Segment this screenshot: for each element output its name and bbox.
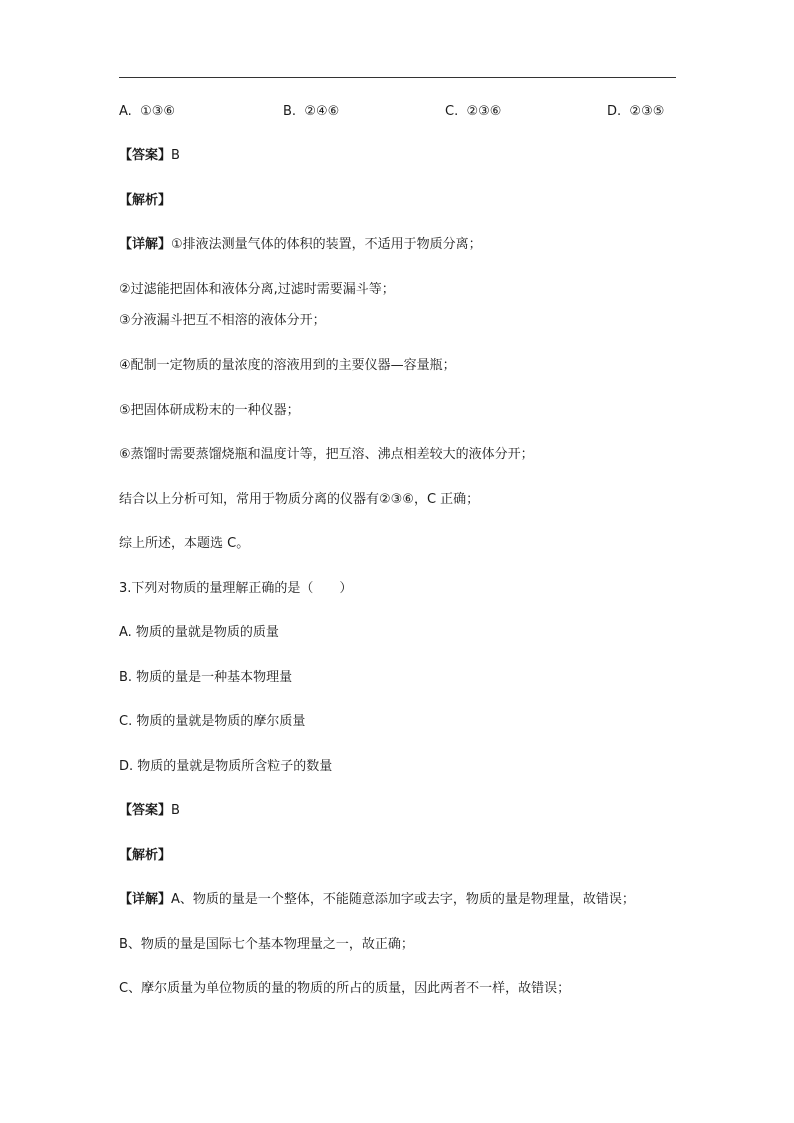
option-text: ②④⑥ [304,104,340,119]
q3-answer [119,802,180,820]
option-a [119,103,175,121]
q3-option-c: C. 物质的量就是物质的摩尔质量 [119,714,306,729]
q2-summary: 综上所述，本题选 C。 [119,536,250,551]
option-d [607,103,664,121]
q3-analysis-tag: 【解析】 [119,848,172,863]
q3-option-a: A. 物质的量就是物质的质量 [119,625,279,640]
q2-answer [119,147,180,165]
q2-detail-4: ④配制一定物质的量浓度的溶液用到的主要仪器—容量瓶； [119,358,456,373]
detail-text: A、物质的量是一个整体，不能随意添加字或去字，物质的量是物理量，故错误； [171,892,635,907]
option-text: ①③⑥ [140,104,176,119]
q3-option-b: B. 物质的量是一种基本物理量 [119,670,293,685]
option-text: ②③⑥ [466,104,502,119]
q3-stem: 3.下列对物质的量理解正确的是（ ） [119,581,353,596]
q2-detail-2: ②过滤能把固体和液体分离,过滤时需要漏斗等； [119,282,395,297]
answer-value: B [171,148,180,163]
option-c [445,103,501,121]
header-rule [119,77,676,78]
option-letter: D. [607,104,622,119]
detail-tag: 【详解】 [119,237,172,252]
option-letter: A. [119,104,132,119]
answer-tag: 【答案】 [119,148,172,163]
q2-detail-1 [119,236,482,254]
q2-conclusion: 结合以上分析可知，常用于物质分离的仪器有②③⑥，C 正确； [119,492,480,507]
q2-detail-3: ③分液漏斗把互不相溶的液体分开； [119,313,326,328]
q2-detail-6: ⑥蒸馏时需要蒸馏烧瓶和温度计等，把互溶、沸点相差较大的液体分开； [119,447,534,462]
option-letter: C. [445,104,459,119]
q3-detail-1 [119,891,635,909]
q3-detail-2: B、物质的量是国际七个基本物理量之一，故正确； [119,937,414,952]
q3-detail-3: C、摩尔质量为单位物质的量的物质的所占的质量，因此两者不一样，故错误； [119,981,571,996]
option-b [283,103,339,121]
q2-detail-5: ⑤把固体研成粉末的一种仪器； [119,403,300,418]
q2-analysis-tag: 【解析】 [119,193,172,208]
option-text: ②③⑤ [629,104,665,119]
detail-text: ①排液法测量气体的体积的装置，不适用于物质分离； [171,237,482,252]
answer-value: B [171,803,180,818]
option-letter: B. [283,104,297,119]
answer-tag: 【答案】 [119,803,172,818]
detail-tag: 【详解】 [119,892,172,907]
q3-option-d: D. 物质的量就是物质所含粒子的数量 [119,759,333,774]
